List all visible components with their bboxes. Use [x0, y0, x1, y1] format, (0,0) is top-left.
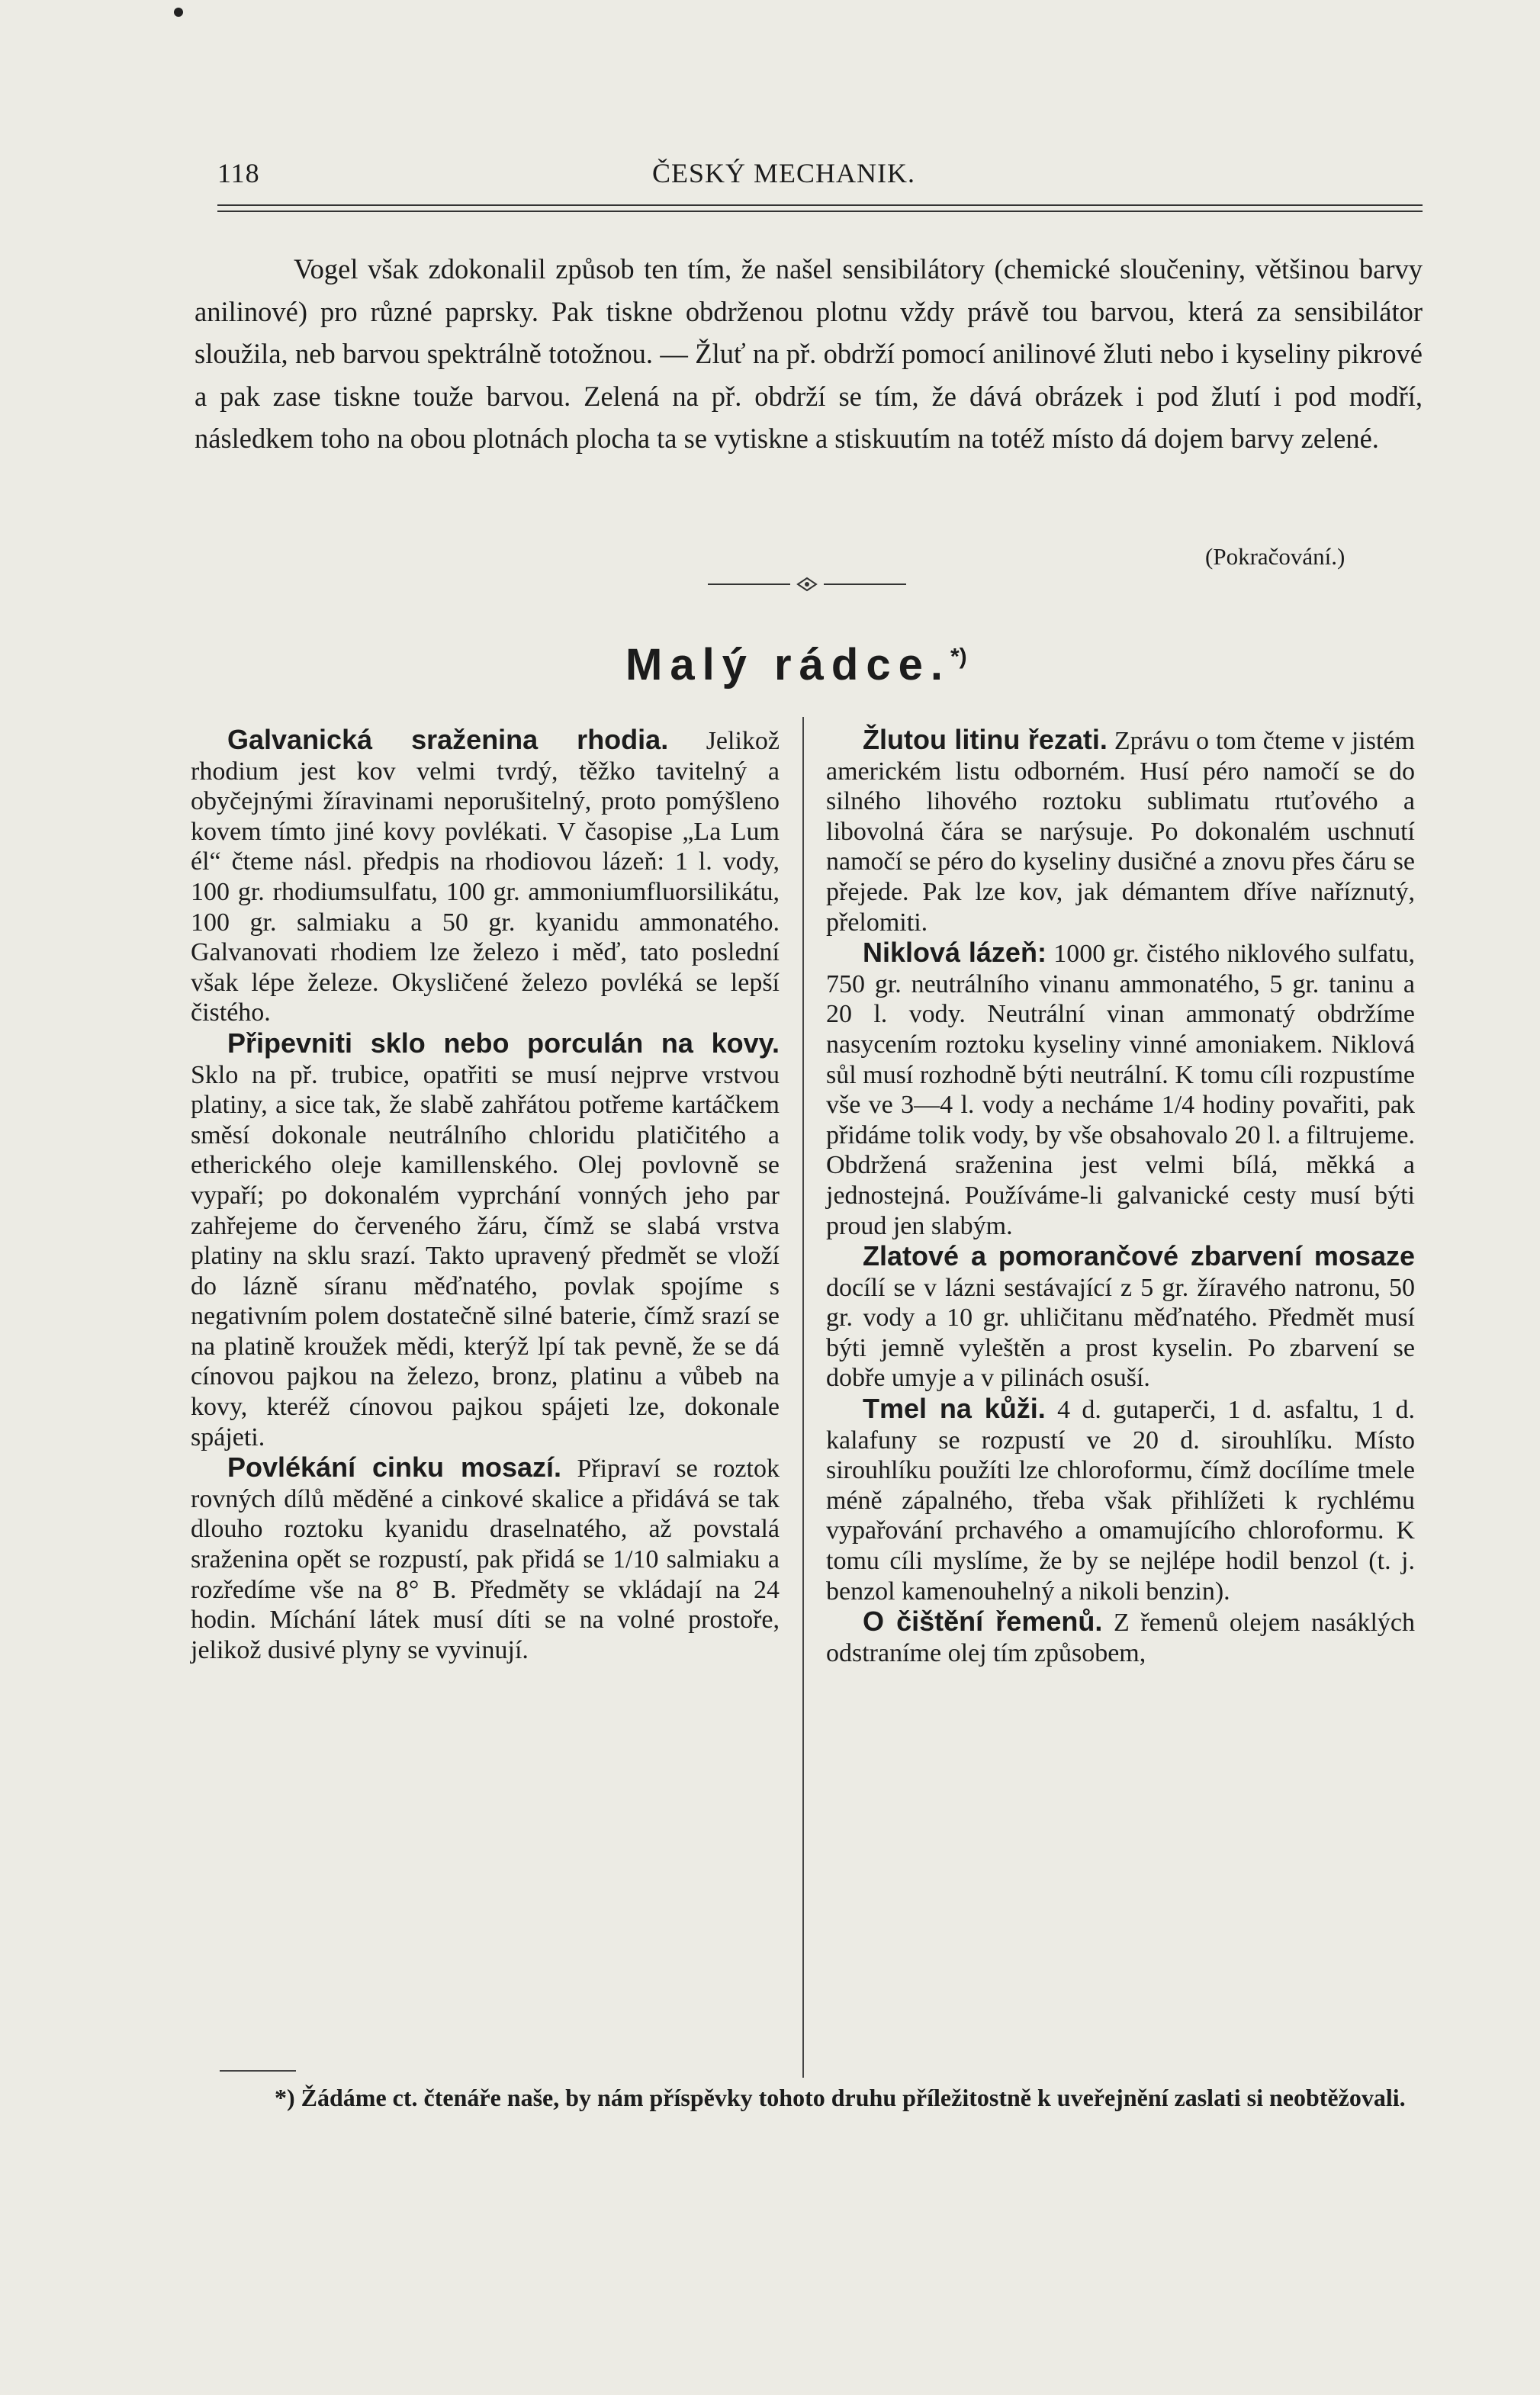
article-heading: Povlékání cinku mosazí.: [227, 1451, 562, 1484]
section-title-text: Malý rádce.: [625, 640, 950, 690]
article-zinc-brass: [191, 1452, 780, 1665]
article-body: Zprávu o tom čteme v jistém americkém listu odborném. Husí péro namočí se do silného lihového roztoku sublimatu rtuťového a libovolná čára se narýsuje. Po dokonalém uschnutí namočí se péro do kyseliny dusičné a znovu přes čáru se přejede. Pak lze kov, jak démantem dříve naříznutý, přelomiti.: [826, 727, 1415, 937]
footnote-text: *) Žádáme ct. čtenáře naše, by nám příspěvky tohoto druhu příležitostně k uveřejnění zaslati si neobtěžovali.: [275, 2084, 1406, 2111]
article-heading: Galvanická sraženina rhodia.: [227, 724, 669, 755]
article-heading: Žlutou litinu řezati.: [863, 724, 1108, 755]
footnote-rule: [220, 2070, 296, 2072]
article-cast-iron: [826, 725, 1415, 937]
article-body: Připraví se roztok rovných dílů měděné a cinkové skalice a přidává se tak dlouho roztoku kyanidu draselnatého, až povstalá sraženina opět se rozpustí, pak přidá se 1/10 salmiaku a rozředíme vše na 8° B. Předměty se vkládají na 24 hodin. Míchání látek musí díti se na volné prostoře, jelikož dusivé plyny se vyvinují.: [191, 1455, 780, 1664]
running-title: ČESKÝ MECHANIK.: [652, 158, 916, 188]
continuation-note: (Pokračování.): [1205, 543, 1345, 570]
article-rhodium: [191, 725, 780, 1028]
page-number: 118: [217, 158, 260, 188]
page-header: [217, 157, 1423, 203]
intro-paragraph: [195, 248, 1423, 460]
article-glass-to-metal: [191, 1028, 780, 1452]
article-belt-cleaning: [826, 1606, 1415, 1668]
article-heading: O čištění řemenů.: [863, 1606, 1103, 1638]
article-body: Sklo na př. trubice, opatřiti se musí nejprve vrstvou platiny, a sice tak, že slabě zahřátou potřeme kartáčkem směsí dokonale neutrálního chloridu platičitého a etherického oleje kamillenského. Olej povlovně se vypaří; po dokonalém vyprchání vonných jeho par zahřejeme do červeného žáru, čímž se slabá vrstva platiny na sklu srazí. Takto upravený předmět se vloží do lázně síranu měďnatého, povlak spojíme s negativním polem dostatečně silné baterie, čímž srazí se na platině kroužek mědi, kterýž lpí tak pevně, že se dá cínovou pajkou na železo, bronz, platinu a vůbeb na kovy, kteréž cínovou pajkou spájeti lze, dokonale spájeti.: [191, 1060, 780, 1451]
article-body: Z řemenů olejem nasáklých odstraníme olej tím způsobem,: [826, 1609, 1415, 1667]
article-leather-cement: [826, 1394, 1415, 1606]
right-column: [826, 725, 1415, 1668]
article-body: Jelikož rhodium jest kov velmi tvrdý, těžko tavitelný a obyčejnými žíravinami neporušitelný, proto pomýšleno kovem tímto jiné kovy povlékati. V časopise „La Lum él“ čteme násl. předpis na rhodiovou lázeň: 1 l. vody, 100 gr. rhodiumsulfatu, 100 gr. ammoniumfluorsilikátu, 100 gr. salmiaku a 50 gr. kyanidu ammonatého. Galvanovati rhodiem lze železo i měď, tato poslední však lépe železe. Okysličené železo povléká se lepší čistého.: [191, 727, 780, 1027]
column-divider: [802, 717, 804, 2078]
header-rule-bottom: [217, 211, 1423, 212]
article-heading: Tmel na kůži.: [863, 1393, 1046, 1425]
article-heading: Niklová lázeň:: [863, 937, 1046, 969]
article-brass-coloring: [826, 1241, 1415, 1394]
footnote-mark: *): [950, 644, 967, 670]
article-body: 1000 gr. čistého niklového sulfatu, 750 gr. neutrálního vinanu ammonatého, 5 gr. taninu a 20 l. vody. Neutrální vinan ammonatý obdržíme nasycením roztoku kyseliny vinné amoniakem. Niklová sůl musí rozhodně býti neutrální. K tomu cíli rozpustíme vše ve 3—4 l. vody a necháme 1/4 hodiny povařiti, pak přidáme tolik vody, by vše obsahovalo 20 l. a filtrujeme. Obdržená sraženina jest velmi bílá, měkká a jednostejná. Používáme-li galvanické cesty musí býti proud jen slabým.: [826, 940, 1415, 1240]
section-title: [625, 639, 967, 690]
intro-text: Vogel však zdokonalil způsob ten tím, že našel sensibilátory (chemické sloučeniny, většinou barvy anilinové) pro různé paprsky. Pak tiskne obdrženou plotnu vždy právě tou barvou, která za sensibilátor sloužila, neb barvou spektrálně totožnou. — Žluť na př. obdrží pomocí anilinové žluti nebo i kyseliny pikrové a pak zase tiskne touže barvou. Zelená na př. obdrží se tím, že dává obrázek i pod žlutí i pod modří, následkem toho na obou plotnách plocha ta se vytiskne a stiskuutím na totéž místo dá dojem barvy zelené.: [195, 253, 1423, 455]
header-rule-top: [217, 204, 1423, 206]
article-heading: Připevniti sklo nebo porculán na kovy.: [227, 1027, 780, 1059]
footnote: [191, 2083, 1419, 2112]
ornament-divider-icon: [708, 569, 906, 600]
article-heading: Zlatové a pomorančové zbarvení mosaze: [863, 1240, 1415, 1272]
article-body: 4 d. gutaperči, 1 d. asfaltu, 1 d. kalafuny se rozpustí ve 20 d. sirouhlíku. Místo sirouhlíku použíti lze chloroformu, čímž docílíme tmele méně zápalného, třeba však přihlížeti k rychlému vypařování prchavého a omamujícího chloroformu. K tomu cíli myslíme, že by se nejlépe hodil benzol (t. j. benzol kamenouhelný a nikoli benzin).: [826, 1396, 1415, 1606]
ink-dot: [174, 8, 183, 17]
article-nickel-bath: [826, 937, 1415, 1241]
article-body: docílí se v lázni sestávající z 5 gr. žíravého natronu, 50 gr. vody a 10 gr. uhličitanu měďnatého. Předmět musí býti jemně vyleštěn a prost kyselin. Po zbarvení se dobře umyje a v pilinách osuší.: [826, 1273, 1415, 1393]
left-column: [191, 725, 780, 1665]
